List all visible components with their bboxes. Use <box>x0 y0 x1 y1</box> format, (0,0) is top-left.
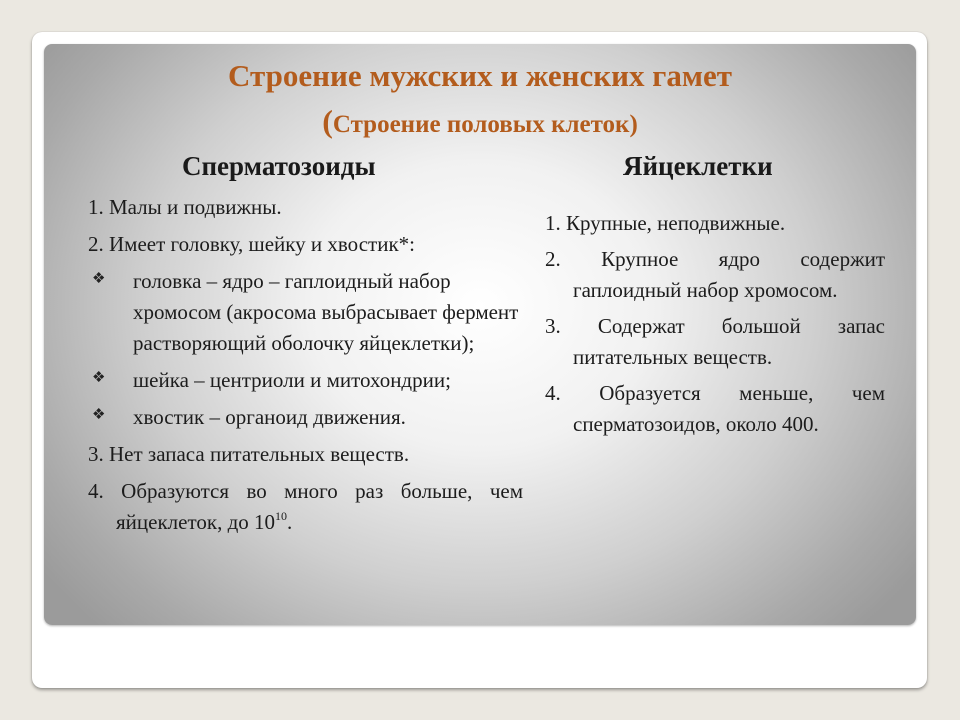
subtitle-open-paren: ( <box>322 103 333 139</box>
sperm-bullet-head <box>88 266 523 359</box>
sperm-item-4-end: . <box>287 510 293 534</box>
sperm-item-4 <box>88 476 523 538</box>
egg-item-3: 3. Содержат большой запас питательных веществ. <box>545 314 885 369</box>
egg-item-1: 1. Крупные, неподвижные. <box>545 211 786 235</box>
sperm-item-1: 1. Малы и подвижны. <box>88 195 282 219</box>
slide-subtitle <box>0 103 960 146</box>
sperm-bullet-neck <box>88 365 523 396</box>
slide-title: Строение мужских и женских гамет <box>228 58 732 93</box>
egg-item-4: 4. Образуется меньше, чем сперматозоидов, около 400. <box>545 381 885 436</box>
sperm-list <box>88 192 523 538</box>
subtitle-text: Строение половых клеток) <box>332 111 638 138</box>
exponent: 10 <box>275 509 287 523</box>
sperm-bullet-tail <box>88 402 523 433</box>
bullet-text: шейка – центриоли и митохондрии; <box>133 368 451 392</box>
diamond-bullet-icon: ❖ <box>92 271 106 287</box>
diamond-bullet-icon: ❖ <box>92 407 106 423</box>
sperm-item-3: 3. Нет запаса питательных веществ. <box>88 442 410 466</box>
diamond-bullet-icon: ❖ <box>92 370 106 386</box>
sperm-heading: Сперматозоиды <box>182 151 376 181</box>
egg-item-2: 2. Крупное ядро содержит гаплоидный набор хромосом. <box>545 247 885 302</box>
sperm-item-4-text: 4. Образуются во много раз больше, чем яйцеклеток, до 10 <box>88 479 523 534</box>
egg-list <box>545 208 885 440</box>
sperm-item-2: 2. Имеет головку, шейку и хвостик*: <box>88 232 415 256</box>
egg-heading: Яйцеклетки <box>623 151 773 181</box>
bullet-text: хвостик – органоид движения. <box>133 405 406 429</box>
bullet-text: головка – ядро – гаплоидный набор хромосом (акросома выбрасывает фермент растворяющий оболочку яйцеклетки); <box>133 269 519 355</box>
